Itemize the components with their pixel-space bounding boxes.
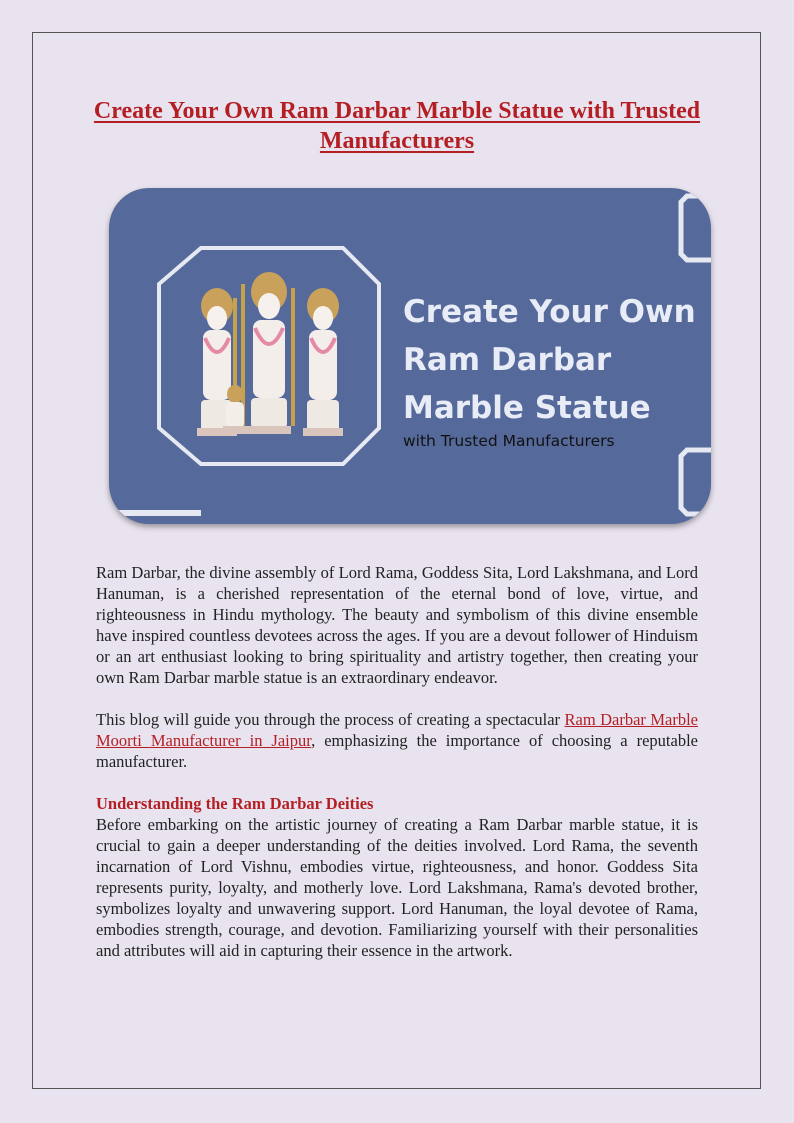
article-body: [96, 562, 698, 961]
page-title: Create Your Own Ram Darbar Marble Statue with Trusted Manufacturers: [93, 98, 701, 154]
bottom-right-bracket: [681, 450, 711, 514]
banner-heading: Create Your Own Ram Darbar Marble Statue: [403, 294, 696, 426]
statue-photo: [197, 272, 343, 436]
hero-banner: [109, 188, 711, 524]
top-right-bracket: [681, 196, 711, 260]
guide-text-before: This blog will guide you through the process of creating a spectacular: [96, 710, 565, 729]
bottom-left-bar: [109, 510, 201, 516]
guide-paragraph: [96, 709, 698, 772]
section-heading: Understanding the Ram Darbar Deities: [96, 794, 374, 813]
sita-statue: [303, 288, 343, 436]
section-paragraph: Before embarking on the artistic journey of creating a Ram Darbar marble statue, it is crucial to gain a deeper understanding of the deities involved. Lord Rama, the seventh incarnation of Lord Vishnu, embodies virtue, righteousness, and honor. Goddess Sita represents purity, loyalty, and motherly love. Lord Lakshmana, Rama's devoted brother, symbolizes loyalty and unwavering support. Lord Hanuman, the loyal devotee of Rama, embodies strength, courage, and devotion. Familiarizing yourself with their personalities and attributes will aid in capturing their essence in the artwork.: [96, 815, 698, 960]
guide-text-after: , emphasizing the importance of choosing a reputable manufacturer.: [96, 731, 698, 771]
manufacturer-link[interactable]: Ram Darbar Marble Moorti Manufacturer in Jaipur: [96, 710, 698, 750]
banner-subheading: with Trusted Manufacturers: [403, 432, 615, 450]
intro-paragraph: Ram Darbar, the divine assembly of Lord Rama, Goddess Sita, Lord Lakshmana, and Lord Hanuman, is a cherished representation of the eternal bond of love, virtue, and righteousness in Hindu mythology. The beauty and symbolism of this divine ensemble have inspired countless devotees across the ages. If you are a devout follower of Hinduism or an art enthusiast looking to bring spirituality and artistry together, then creating your own Ram Darbar marble statue is an extraordinary endeavor.: [96, 563, 698, 687]
